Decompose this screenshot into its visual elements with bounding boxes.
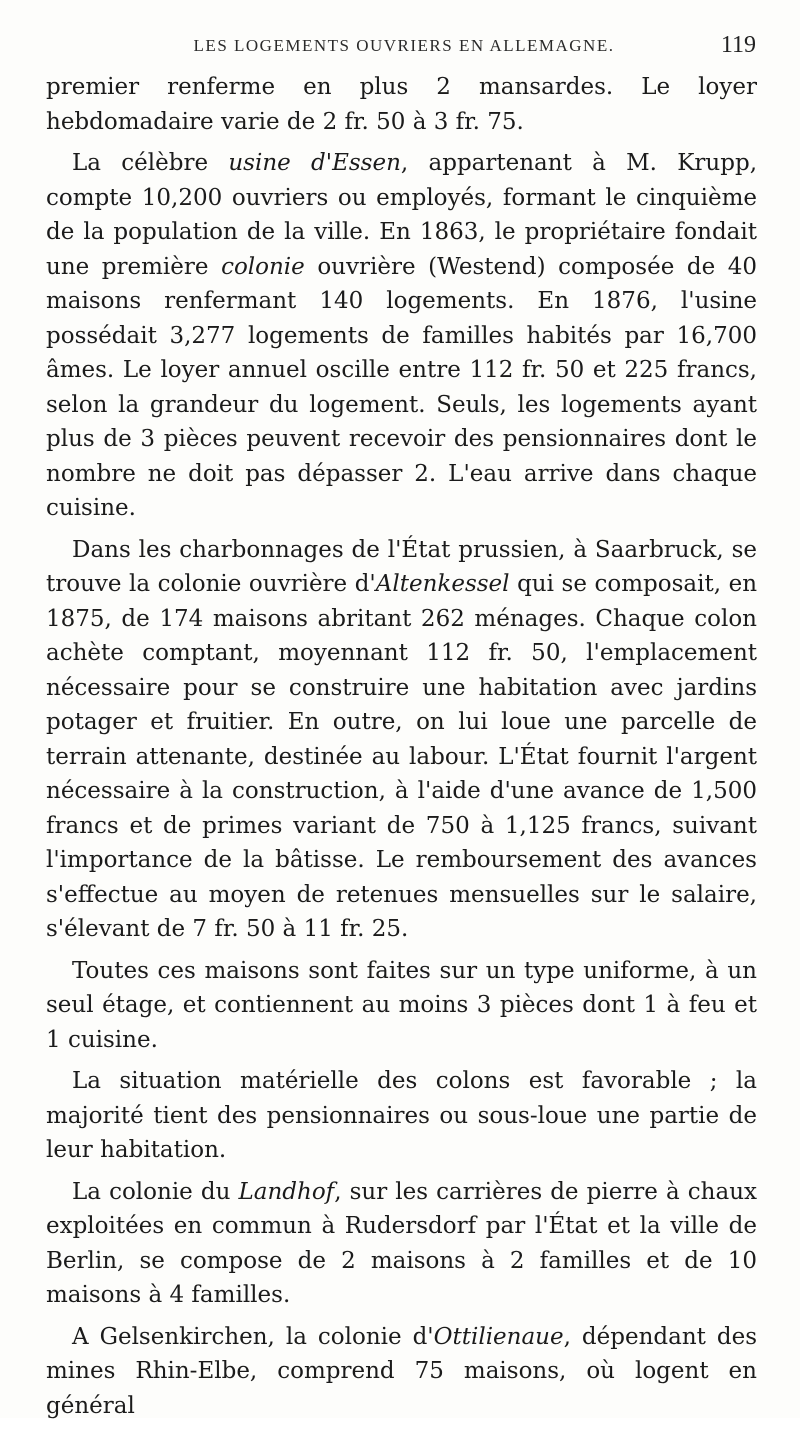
paragraph-2 bbox=[46, 146, 757, 526]
text-run: La colonie du bbox=[72, 1178, 239, 1205]
text-run: A Gelsenkirchen, la colonie d' bbox=[72, 1323, 434, 1350]
text-run: La situation matérielle des colons est favorable ; la majorité tient des pensionnaires ou sous-loue une partie de leur habitation. bbox=[46, 1068, 757, 1163]
body-text bbox=[46, 70, 757, 1430]
text-run: ouvrière (Westend) composée de 40 maisons renfermant 140 logements. En 1876, l'usine possédait 3,277 logements de familles habités par 16,700 âmes. Le loyer annuel oscille entre 112 fr. 50 et 225 francs, selon la grandeur du logement. Seuls, les logements ayant plus de 3 pièces peuvent recevoir des pensionnaires dont le nombre ne doit pas dépasser 2. L'eau arrive dans chaque cuisine. bbox=[46, 253, 758, 521]
paragraph-6 bbox=[46, 1175, 757, 1313]
paragraph-4 bbox=[46, 954, 757, 1058]
text-run: premier renferme en plus 2 mansardes. Le loyer hebdomadaire varie de 2 fr. 50 à 3 fr. 75. bbox=[46, 74, 757, 135]
running-head: LES LOGEMENTS OUVRIERS EN ALLEMAGNE. bbox=[193, 36, 615, 55]
paragraph-5 bbox=[46, 1064, 757, 1168]
paragraph-7 bbox=[46, 1320, 757, 1424]
page-header bbox=[48, 30, 760, 60]
italic-term: colonie bbox=[221, 253, 305, 280]
text-run: La célèbre bbox=[72, 150, 229, 176]
paragraph-1 bbox=[46, 70, 757, 139]
italic-term: usine d'Essen bbox=[228, 150, 401, 176]
text-run: , dépendant des mines Rhin-Elbe, comprend 75 maisons, où logent en général bbox=[46, 1323, 758, 1419]
text-run: , sur les carrières de pierre à chaux exploitées en commun à Rudersdorf par l'État et la ville de Berlin, se compose de 2 maisons à 2 familles et de 10 maisons à 4 familles. bbox=[46, 1178, 757, 1308]
paragraph-3 bbox=[46, 533, 757, 947]
text-run: Toutes ces maisons sont faites sur un type uniforme, à un seul étage, et contiennent au moins 3 pièces dont 1 à feu et 1 cuisine. bbox=[46, 957, 757, 1053]
italic-term: Landhof bbox=[238, 1178, 335, 1205]
italic-term: Ottilienaue bbox=[433, 1323, 564, 1350]
page-number: 119 bbox=[720, 32, 756, 58]
text-run: , appartenant à M. Krupp, compte 10,200 ouvriers ou employés, formant le cinquième de la population de la ville. En 1863, le propriétaire fondait une première bbox=[46, 150, 758, 280]
italic-term: Altenkessel bbox=[375, 571, 510, 597]
text-run: qui se composait, en 1875, de 174 maisons abritant 262 ménages. Chaque colon achète comptant, moyennant 112 fr. 50, l'emplacement nécessaire pour se construire une habitation avec jardins potager et fruitier. En outre, on lui loue une parcelle de terrain attenante, destinée au labour. L'État fournit l'argent nécessaire à la construction, à l'aide d'une avance de 1,500 francs et de primes variant de 750 à 1,125 francs, suivant l'importance de la bâtisse. Le remboursement des avances s'effectue au moyen de retenues mensuelles sur le salaire, s'élevant de 7 fr. 50 à 11 fr. 25. bbox=[46, 571, 758, 942]
text-run: Dans les charbonnages de l'État prussien, à Saarbruck, se trouve la colonie ouvrière d' bbox=[46, 536, 757, 597]
